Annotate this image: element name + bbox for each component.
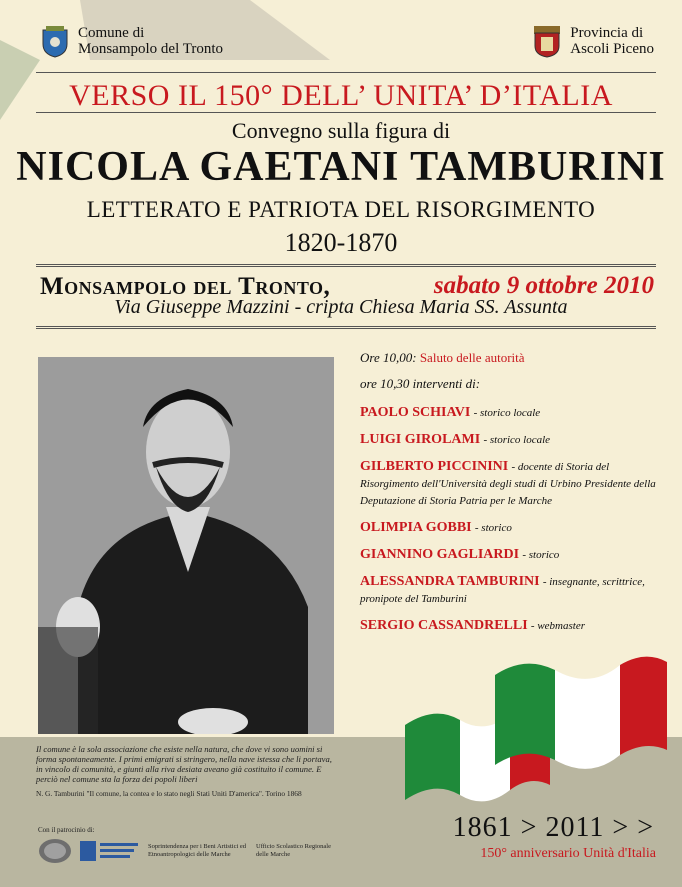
subtitle: Convegno sulla figura di <box>231 118 451 143</box>
speaker-item <box>360 617 660 634</box>
anniversary-text: 150° anniversario Unità d'Italia <box>480 846 656 861</box>
italian-flags-icon <box>405 650 675 810</box>
patron-seal-icon <box>38 838 72 864</box>
speaker-desc: - insegnante, scrittrice, pronipote del Tamburini <box>360 576 645 605</box>
provincia-crest-icon <box>532 24 562 58</box>
speaker-name: ALESSANDRA TAMBURINI <box>360 574 540 589</box>
speaker-name: SERGIO CASSANDRELLI <box>360 618 528 633</box>
speaker-desc: - storico locale <box>483 434 551 446</box>
speaker-name: GIANNINO GAGLIARDI <box>360 547 520 562</box>
quote-citation: N. G. Tamburini "Il comune, la contea e lo stato negli Stati Uniti D'america". Torino 1868 <box>36 789 302 798</box>
place-rule-top <box>36 264 656 267</box>
comune-line2: Monsampolo del Tronto <box>78 41 224 57</box>
anniversary-dates: 1861 > 2011 > > <box>452 812 654 843</box>
main-title: VERSO IL 150° DELL’ UNITA’ D’ITALIA <box>69 79 613 112</box>
speaker-item <box>360 458 660 509</box>
program <box>360 350 660 644</box>
welcome-time: Ore 10,00: <box>360 350 417 365</box>
speaker-desc: - storico <box>522 549 560 561</box>
comune-line1: Comune di <box>78 25 145 41</box>
patron-ministry-logo-icon <box>80 838 140 864</box>
comune-crest-icon <box>40 24 70 58</box>
top-rule <box>36 72 656 73</box>
event-place: Monsampolo del Tronto, <box>40 273 331 300</box>
speaker-desc: - storico <box>474 522 512 534</box>
speaker-item <box>360 546 660 563</box>
speaker-name: GILBERTO PICCININI <box>360 459 509 474</box>
welcome-line <box>360 350 660 366</box>
speaker-item <box>360 573 660 607</box>
honoree-years: 1820-1870 <box>284 228 398 257</box>
comune-header <box>40 24 223 58</box>
speaker-desc: - docente di Storia del Risorgimento dell'Università degli studi di Urbino Presidente della Deputazione di Storia Patria per le Marche <box>360 461 656 507</box>
speaker-desc: - webmaster <box>530 620 585 632</box>
patronage-label: Con il patrocinio di: <box>38 826 95 834</box>
speaker-name: OLIMPIA GOBBI <box>360 520 472 535</box>
welcome-text: Saluto delle autorità <box>419 350 525 365</box>
speaker-item <box>360 519 660 536</box>
provincia-header <box>532 24 654 58</box>
talks-intro: ore 10,30 interventi di: <box>360 376 481 391</box>
provincia-line1: Provincia di <box>570 25 644 41</box>
portrait-photo <box>38 357 334 734</box>
speaker-item <box>360 404 660 421</box>
title-rule <box>36 112 656 113</box>
speaker-name: PAOLO SCHIAVI <box>360 405 471 420</box>
place-rule-bottom <box>36 326 656 329</box>
event-date: sabato 9 ottobre 2010 <box>433 272 654 299</box>
event-address: Via Giuseppe Mazzini - cripta Chiesa Maria SS. Assunta <box>114 296 568 318</box>
patron-logos <box>38 838 336 864</box>
tamburini-quote: Il comune è la sola associazione che esiste nella natura, che dove vi sono uomini si forma spontaneamente. I primi emigrati si stringero, nella nave istessa che li portava, in vincolo di comunità, e giunti alla riva desiata aveano già costituito il comune. E perciò nel comune sta la forza dei popoli liberi <box>36 744 332 784</box>
honoree-name: NICOLA GAETANI TAMBURINI <box>16 144 666 190</box>
patron-ufficio-scolastico: Ufficio Scolastico Regionale delle Marche <box>256 843 331 858</box>
speaker-desc: - storico locale <box>473 407 541 419</box>
speaker-item <box>360 431 660 448</box>
patron-soprintendenza: Soprintendenza per i Beni Artistici ed Etnoantropologici delle Marche <box>148 843 247 858</box>
speaker-name: LUIGI GIROLAMI <box>360 432 481 447</box>
honoree-role: LETTERATO E PATRIOTA DEL RISORGIMENTO <box>86 197 596 222</box>
provincia-line2: Ascoli Piceno <box>570 41 654 57</box>
